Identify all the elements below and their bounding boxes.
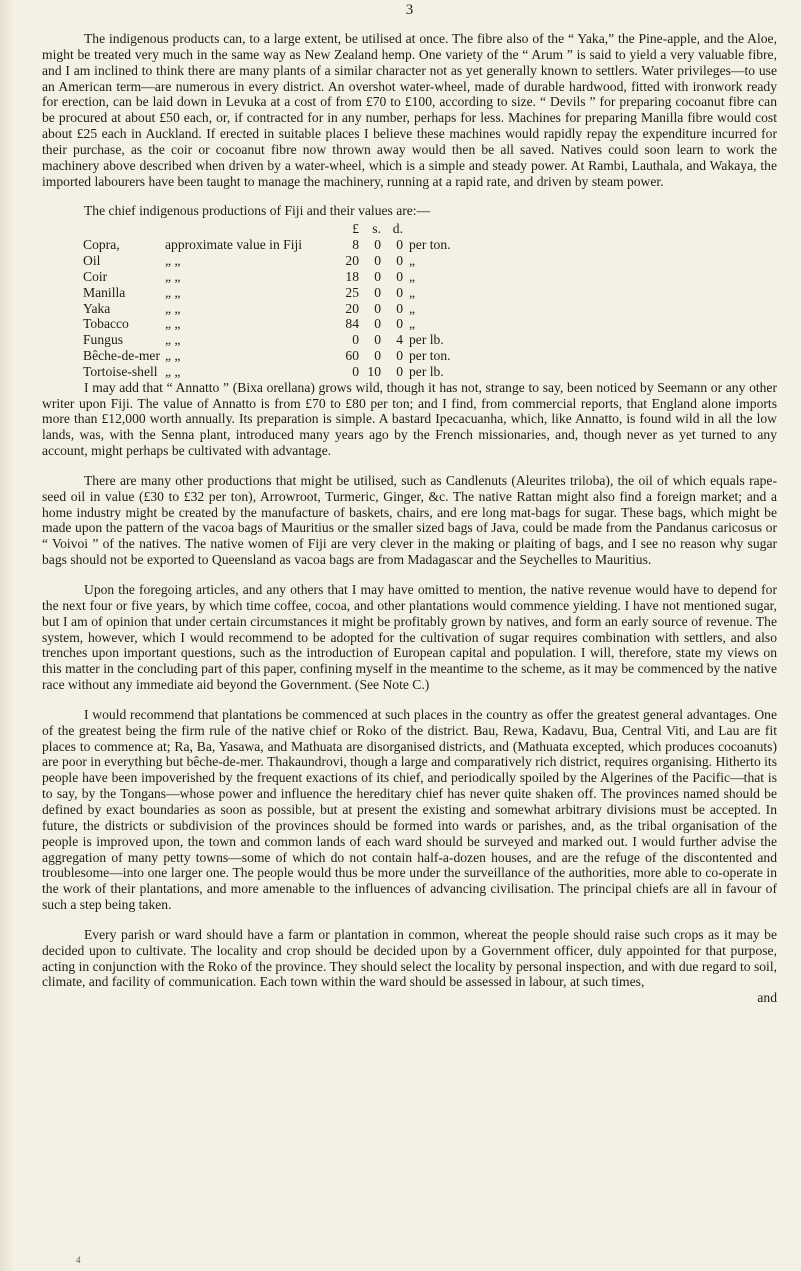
value-unit: „ [409,284,416,300]
product-qualifier: „ „ [165,316,181,332]
pound-header: £ [352,221,359,237]
page-edge-shadow [0,0,14,1271]
paragraph-2: I may add that “ Annatto ” (Bixa orellana) grows wild, though it has not, strange to say, been noticed by Seemann or any other writer upon Fiji. The value of Annatto is from £70 to £80 per ton; and I find, from commercial reports, that England alone imports more than £12,000 worth annually. Its preparation is simple. A bastard Ipecacuanha, which, like Annatto, is found wild in all the low lands, was, with the Senna plant, introduced many years ago by the French missionaries, and, though never as yet turned to any account, might perhaps be cultivated with advantage. [42,379,777,459]
product-qualifier: „ „ [165,300,181,316]
shilling-header: s. [372,221,381,237]
value-pounds: 0 [352,332,359,348]
page-number: 3 [405,2,414,18]
catchword: and [757,990,777,1006]
value-shillings: 0 [374,332,381,348]
value-shillings: 0 [374,316,381,332]
value-shillings: 0 [374,300,381,316]
value-pence: 4 [396,332,403,348]
value-pence: 0 [396,268,403,284]
product-qualifier: „ „ [165,348,181,364]
signature-mark: 4 [76,1255,81,1265]
paragraph-5: I would recommend that plantations be commenced at such places in the country as offer the greatest general advantages. One of the greatest being the firm rule of the native chief or Roko of the district. Bau, Rewa, Kadavu, Bua, Central Viti, and Lau are fit places to commence at; Ra, Ba, Yasawa, and Mathuata are disorganised districts, and (Mathuata excepted, which produces cocoanuts) are poor in everything but bêche-de-mer. Thakaundrovi, though a large and comparatively rich district, requires organising. Hitherto its people have been impoverished by the frequent exactions of its chief, and periodically spoiled by the Algerines of the Pacific—that is to say, by the Tongans—whose power and influence the hereditary chief has never quite shaken off. The provinces named should be defined by exact boundaries as soon as possible, but at present the existing and somewhat arbitrary divisions must be accepted. In future, the districts or subdivision of the provinces should be formed into wards or parishes, and, as the tribal organisation of the people is improved upon, the town and common lands of each ward should be surveyed and marked out. I would further advise the aggregation of many petty towns—some of which do not contain half-a-dozen houses, and are the refuge of the discontented and troublesome—into one larger one. The people would thus be more under the surveillance of the authorities, more able to co-operate in the work of their plantations, and more amenable to the influences of advancing civilisation. The principal chiefs are all in favour of such a step being taken. [42,706,777,913]
value-unit: per lb. [409,332,444,348]
value-shillings: 0 [374,284,381,300]
values-table-row [83,364,451,380]
value-pounds: 60 [345,348,359,364]
product-qualifier: approximate value in Fiji [165,237,303,253]
product-name: Manilla [83,284,126,300]
values-table-row [83,237,451,253]
values-table-row [83,301,451,317]
product-name: Tortoise-shell [83,363,158,379]
product-name: Oil [83,252,101,268]
paragraph-6: Every parish or ward should have a farm or plantation in common, whereat the people should raise such crops as it may be decided upon to cultivate. The locality and crop should be decided upon by a Government officer, duly appointed for that purpose, acting in conjunction with the Roko of the province. They should select the locality by personal inspection, and with due regard to soil, climate, and facility of communication. Each town within the ward should be assessed in labour, at such times, [42,926,777,990]
product-name: Coir [83,268,108,284]
values-table-row [83,285,451,301]
values-table-row [83,269,451,285]
product-qualifier: „ „ [165,252,181,268]
value-pence: 0 [396,252,403,268]
product-qualifier: „ „ [165,284,181,300]
value-pounds: 84 [345,316,359,332]
value-pence: 0 [396,316,403,332]
value-pence: 0 [396,237,403,253]
product-name: Yaka [83,300,111,316]
value-unit: „ [409,252,416,268]
value-shillings: 0 [374,237,381,253]
value-shillings: 0 [374,348,381,364]
value-pence: 0 [396,284,403,300]
value-unit: per ton. [409,237,451,253]
product-name: Bêche-de-mer [83,348,160,364]
value-pounds: 20 [345,300,359,316]
value-unit: „ [409,268,416,284]
product-name: Tobacco [83,316,129,332]
product-name: Copra, [83,237,120,253]
values-table-row [83,316,451,332]
value-unit: per ton. [409,348,451,364]
product-qualifier: „ „ [165,363,181,379]
value-pounds: 0 [352,363,359,379]
value-shillings: 0 [374,252,381,268]
values-table-row [83,332,451,348]
value-unit: „ [409,300,416,316]
value-pounds: 25 [345,284,359,300]
paragraph-4: Upon the foregoing articles, and any others that I may have omitted to mention, the native revenue would have to depend for the next four or five years, by which time coffee, cocoa, and other plantations would commence yielding. I have not mentioned sugar, but I am of opinion that under certain circumstances it might be profitably grown by natives, and form an early source of revenue. The system, however, which I would recommend to be adopted for the cultivation of sugar requires combination with settlers, and also trenches upon important questions, such as the introduction of European capital and population. I will, therefore, state my views on this matter in the concluding part of this paper, confining myself in the meantime to the scheme, as it may be commenced by the native race without any immediate aid beyond the Government. (See Note C.) [42,582,777,693]
value-pounds: 8 [352,237,359,253]
value-unit: „ [409,316,416,332]
value-shillings: 10 [367,363,381,379]
value-pence: 0 [396,348,403,364]
values-table-header [83,221,451,237]
value-pence: 0 [396,363,403,379]
product-qualifier: „ „ [165,268,181,284]
paragraph-1: The indigenous products can, to a large extent, be utilised at once. The fibre also of the “ Yaka,” the Pine-apple, and the Aloe, might be treated very much in the same way as New Zealand hemp. One variety of the “ Arum ” is said to yield a very valuable fibre, and I am inclined to think there are many plants of a similar character not as yet generally known to settlers. Water privileges—to use an American term—are numerous in every district. An overshot water-wheel, made of durable hardwood, fitted with ironwork ready for erection, can be laid down in Levuka at a cost of from £70 to £100, according to size. “ Devils ” for preparing cocoanut fibre can be procured at about £50 each, or, if contracted for in any number, perhaps for less. Machines for preparing Manilla fibre would cost about £25 each in Auckland. If erected in suitable places I believe these machines would rapidly repay the expenditure incurred for their purchase, as the coir or cocoanut fibre now thrown away would then be all saved. Natives could soon learn to work the machinery above described when driven by a water-wheel, which is a simple and steady power. At Rambi, Lauthala, and Wakaya, the imported labourers have been taught to manage the machinery, running at a rapid rate, and driven by steam power. [42,31,777,189]
product-qualifier: „ „ [165,332,181,348]
table-intro: The chief indigenous productions of Fiji and their values are:— [84,203,431,219]
values-table-row [83,348,451,364]
value-shillings: 0 [374,268,381,284]
document-page [42,0,777,1006]
value-unit: per lb. [409,363,444,379]
pence-header: d. [392,221,403,237]
values-table-row [83,253,451,269]
value-pounds: 20 [345,252,359,268]
product-name: Fungus [83,332,124,348]
values-table [83,221,451,379]
value-pounds: 18 [345,268,359,284]
paragraph-3: There are many other productions that might be utilised, such as Candlenuts (Aleurites triloba), the oil of which equals rape-seed oil in value (£30 to £32 per ton), Arrowroot, Turmeric, Ginger, &c. The native Rattan might also find a foreign market; and a home industry might be created by the manufacture of baskets, chairs, and ere long mat-bags for sugar. These bags, which might be made upon the pattern of the vacoa bags of Mauritius or the smaller sized bags of Java, could be made from the Pandanus caricosus or “ Voivoi ” of the natives. The native women of Fiji are very clever in the making or plaiting of bags, and I see no reason why sugar bags should not be exported to Queensland as vacoa bags are from Madagascar and the Seychelles to Mauritius. [42,472,777,568]
value-pence: 0 [396,300,403,316]
